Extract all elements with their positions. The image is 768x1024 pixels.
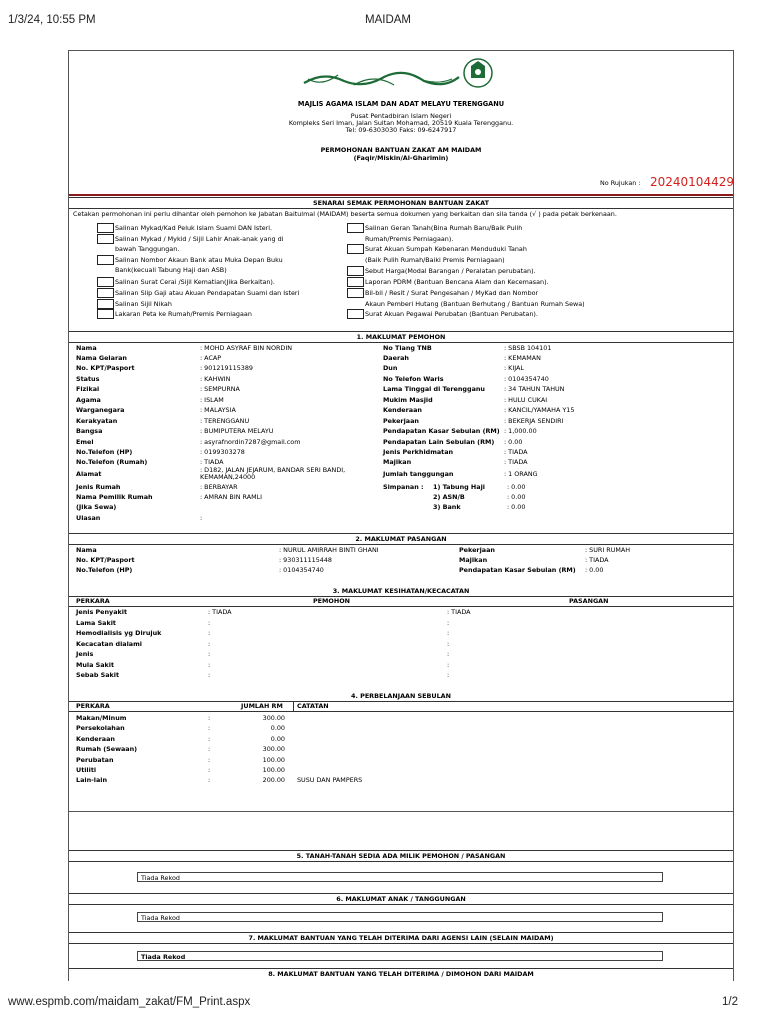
- savings-label: Simpanan :: [383, 483, 424, 491]
- form-title: PERMOHONAN BANTUAN ZAKAT AM MAIDAM: [320, 146, 482, 154]
- field-value: : HULU CUKAI: [504, 396, 548, 404]
- field-label: Status: [76, 375, 100, 383]
- section-4-title: 4. PERBELANJAAN SEBULAN: [351, 692, 451, 700]
- field-value: : KANCIL/YAMAHA Y15: [504, 406, 575, 414]
- field-label: Nama Gelaran: [76, 354, 127, 362]
- checklist-item: Salinan Nombor Akaun Bank atau Muka Depan Buku: [115, 256, 283, 264]
- expense-amount: 0.00: [270, 724, 285, 732]
- field-value: : TERENGGANU: [200, 417, 250, 425]
- checklist-item: bawah Tanggungan.: [115, 245, 180, 253]
- expense-colon: :: [208, 766, 211, 774]
- checklist-item: Salinan Surat Cerai /Sijil Kematian(Jika Berkaitan).: [115, 278, 275, 286]
- section-7-empty: Tiada Rekod: [137, 951, 663, 961]
- field-label: Jenis Rumah: [76, 483, 121, 491]
- field-label: Ulasan: [76, 514, 101, 522]
- checkbox-divorce-cert[interactable]: [97, 277, 114, 287]
- expense-colon: :: [208, 714, 211, 722]
- section-8-title: 8. MAKLUMAT BANTUAN YANG TELAH DITERIMA / DIMOHON DARI MAIDAM: [69, 968, 733, 979]
- section-5-empty: Tiada Rekod: [137, 872, 663, 882]
- field-value: : 0104354740: [279, 566, 324, 574]
- column-header: PASANGAN: [569, 597, 609, 605]
- field-value: : SURI RUMAH: [585, 546, 631, 554]
- field-label: Nama Pemilik Rumah: [76, 493, 153, 501]
- field-label: Mukim Masjid: [383, 396, 433, 404]
- field-label: Pekerjaan: [383, 417, 419, 425]
- expense-label: Rumah (Sewaan): [76, 745, 138, 753]
- application-form: [68, 50, 734, 981]
- checkbox-bank-account[interactable]: [97, 255, 114, 265]
- section-3-title: 3. MAKLUMAT KESIHATAN/KECACATAN: [332, 587, 470, 595]
- expense-label: Lain-lain: [76, 776, 108, 784]
- field-value: : 1,000.00: [504, 427, 537, 435]
- checkbox-salary-slip[interactable]: [97, 288, 114, 298]
- field-label: No Tiang TNB: [383, 344, 432, 352]
- expense-amount: 300.00: [262, 714, 285, 722]
- checklist-item: Salinan Slip Gaji atau Akuan Pendapatan Suami dan Isteri: [115, 289, 300, 297]
- field-label: Pekerjaan: [459, 546, 495, 554]
- savings-item: 1) Tabung Haji: [433, 483, 485, 491]
- section-6-empty: Tiada Rekod: [137, 912, 663, 922]
- print-datetime: 1/3/24, 10:55 PM: [8, 14, 96, 26]
- field-label: Alamat: [76, 470, 102, 478]
- health-spouse: :: [447, 661, 450, 669]
- field-value: : 1 ORANG: [504, 470, 538, 478]
- checkbox-pdrm-report[interactable]: [347, 277, 364, 287]
- field-value: : 930311115448: [279, 556, 332, 564]
- expense-colon: :: [208, 724, 211, 732]
- checkbox-house-map[interactable]: [97, 309, 114, 319]
- field-value: : TIADA: [504, 448, 528, 456]
- expense-label: Persekolahan: [76, 724, 125, 732]
- health-spouse: :: [447, 640, 450, 648]
- org-contact: Tel: 09-6303030 Faks: 09-6247917: [345, 126, 457, 134]
- health-spouse: :: [447, 671, 450, 679]
- savings-item: 2) ASN/B: [433, 493, 465, 501]
- expense-colon: :: [208, 756, 211, 764]
- print-page-number: 1/2: [722, 996, 738, 1008]
- expense-label: Utiliti: [76, 766, 97, 774]
- health-label: Kecacatan dialami: [76, 640, 142, 648]
- health-spouse: :: [447, 619, 450, 627]
- field-value: : BERBAYAR: [200, 483, 238, 491]
- column-header: JUMLAH RM: [241, 702, 283, 710]
- checklist-item: Bank(kecuali Tabung Haji dan ASB): [115, 266, 227, 274]
- field-label: Majikan: [383, 458, 412, 466]
- health-applicant: :: [208, 640, 211, 648]
- section-4-header-row: [69, 701, 733, 712]
- field-value: : SEMPURNA: [200, 385, 240, 393]
- field-label: Pendapatan Lain Sebulan (RM): [383, 438, 495, 446]
- checklist-item: Laporan PDRM (Bantuan Bencana Alam dan Kecemasan).: [365, 278, 549, 286]
- health-applicant: : TIADA: [208, 608, 232, 616]
- field-label: Nama: [76, 344, 97, 352]
- expense-amount: 300.00: [262, 745, 285, 753]
- field-value: : SBSB 104101: [504, 344, 552, 352]
- health-applicant: :: [208, 619, 211, 627]
- expense-colon: :: [208, 776, 211, 784]
- field-value: : TIADA: [200, 458, 224, 466]
- field-label: Agama: [76, 396, 101, 404]
- checkbox-bills[interactable]: [347, 288, 364, 298]
- checkbox-medical-officer[interactable]: [347, 309, 364, 319]
- org-address-1: Pusat Pentadbiran Islam Negeri: [350, 112, 452, 120]
- checklist-item: Salinan Mykad/Kad Peluk Islam Suami DAN Isteri.: [115, 224, 273, 232]
- checklist-item: Akaun Pemberi Hutang (Bantuan Berhutang / Bantuan Rumah Sewa): [365, 300, 585, 308]
- field-value: : BUMIPUTERA MELAYU: [200, 427, 274, 435]
- form-subtitle: (Faqir/Miskin/Al-Gharimin): [353, 154, 449, 162]
- expense-colon: :: [208, 745, 211, 753]
- field-value: : NURUL AMIRRAH BINTI GHANI: [279, 546, 379, 554]
- field-value: : 0.00: [585, 566, 604, 574]
- field-label: (Jika Sewa): [76, 503, 117, 511]
- checklist-title: SENARAI SEMAK PERMOHONAN BANTUAN ZAKAT: [69, 197, 733, 209]
- field-value: : 0.00: [504, 438, 523, 446]
- column-header: PERKARA: [76, 702, 110, 710]
- address-line-1: : D182, JALAN JEJARUM, BANDAR SERI BANDI,: [200, 466, 346, 474]
- field-label: Bangsa: [76, 427, 103, 435]
- field-value: : KEMAMAN: [504, 354, 541, 362]
- field-value: : 0104354740: [504, 375, 549, 383]
- section-6-title: 6. MAKLUMAT ANAK / TANGGUNGAN: [69, 893, 733, 905]
- field-label: Pendapatan Kasar Sebulan (RM): [459, 566, 576, 574]
- field-value: : ACAP: [200, 354, 222, 362]
- checklist-item: Rumah/Premis Perniagaan).: [365, 235, 454, 243]
- reference-label: No Rujukan :: [600, 179, 641, 187]
- checklist-intro: Cetakan permohonan ini perlu dihantar oleh pemohon ke Jabatan Baitulmal (MAIDAM) beserta semua dokumen yang berkaitan dan sila tanda (√ ) pada petak berkenaan.: [73, 210, 617, 218]
- reference-number: 20240104429: [650, 175, 734, 189]
- field-value: : MOHD ASYRAF BIN NORDIN: [200, 344, 292, 352]
- print-url: www.espmb.com/maidam_zakat/FM_Print.aspx: [8, 996, 251, 1008]
- field-value: : asyrafnordin7287@gmail.com: [200, 438, 301, 446]
- health-spouse: :: [447, 629, 450, 637]
- expense-colon: :: [208, 735, 211, 743]
- field-value: : KIJAL: [504, 364, 524, 372]
- field-label: No.Telefon (HP): [76, 566, 133, 574]
- health-label: Mula Sakit: [76, 661, 115, 669]
- divider: [69, 811, 733, 812]
- org-name: MAJLIS AGAMA ISLAM DAN ADAT MELAYU TERENGGANU: [297, 100, 505, 108]
- section-7-title: 7. MAKLUMAT BANTUAN YANG TELAH DITERIMA DARI AGENSI LAIN (SELAIN MAIDAM): [69, 932, 733, 944]
- health-label: Hemodialisis yg Dirujuk: [76, 629, 162, 637]
- field-value: : TIADA: [504, 458, 528, 466]
- health-spouse: :: [447, 650, 450, 658]
- checklist-item: Salinan Sijil Nikah: [115, 300, 172, 308]
- field-value: : MALAYSIA: [200, 406, 236, 414]
- address-line-2: KEMAMAN,24000: [200, 473, 256, 481]
- field-label: Dun: [383, 364, 398, 372]
- checkbox-land-grant[interactable]: [347, 223, 364, 233]
- field-label: Majikan: [459, 556, 488, 564]
- field-value: : 0199303278: [200, 448, 245, 456]
- field-label: Daerah: [383, 354, 409, 362]
- checklist-item: (Baik Pulih Rumah/Baiki Premis Perniagaan): [365, 256, 505, 264]
- column-header: PEMOHON: [313, 597, 350, 605]
- health-applicant: :: [208, 629, 211, 637]
- field-value: : 901219115389: [200, 364, 253, 372]
- checklist-item: Salinan Mykad / Mykid / Sijil Lahir Anak-anak yang di: [115, 235, 284, 243]
- expense-label: Kenderaan: [76, 735, 115, 743]
- print-page-title: MAIDAM: [365, 14, 411, 26]
- savings-value: : 0.00: [507, 503, 526, 511]
- expense-label: Makan/Minum: [76, 714, 127, 722]
- section-3-header-row: [69, 596, 733, 607]
- section-1-title: 1. MAKLUMAT PEMOHON: [69, 331, 733, 343]
- expense-amount: 0.00: [270, 735, 285, 743]
- field-label: Warganegara: [76, 406, 125, 414]
- field-label: Jenis Perkhidmatan: [383, 448, 454, 456]
- expense-amount: 200.00: [262, 776, 285, 784]
- field-label: Kenderaan: [383, 406, 422, 414]
- health-label: Lama Sakit: [76, 619, 116, 627]
- field-value: : BEKERJA SENDIRI: [504, 417, 564, 425]
- expense-note: SUSU DAN PAMPERS: [297, 776, 363, 784]
- checkbox-marriage-cert[interactable]: [97, 299, 114, 309]
- checkbox-land-affidavit[interactable]: [347, 244, 364, 254]
- checklist-item: Salinan Geran Tanah(Bina Rumah Baru/Baik Pulih: [365, 224, 523, 232]
- maidam-logo: [294, 57, 509, 95]
- health-label: Sebab Sakit: [76, 671, 120, 679]
- checklist-item: Surat Akuan Sumpah Kebenaran Menduduki Tanah: [365, 245, 527, 253]
- field-label: Emel: [76, 438, 94, 446]
- health-applicant: :: [208, 671, 211, 679]
- savings-value: : 0.00: [507, 483, 526, 491]
- savings-value: : 0.00: [507, 493, 526, 501]
- field-label: No. KPT/Pasport: [76, 364, 135, 372]
- section-5-title: 5. TANAH-TANAH SEDIA ADA MILIK PEMOHON / PASANGAN: [69, 850, 733, 862]
- section-2-title: 2. MAKLUMAT PASANGAN: [69, 533, 733, 545]
- field-label: No.Telefon (Rumah): [76, 458, 148, 466]
- checklist-item: Sebut Harga(Modal Barangan / Peralatan perubatan).: [365, 267, 536, 275]
- health-applicant: :: [208, 650, 211, 658]
- checkbox-quotation[interactable]: [347, 266, 364, 276]
- field-label: No.Telefon (HP): [76, 448, 133, 456]
- checkbox-mykid[interactable]: [97, 234, 114, 244]
- field-label: Pendapatan Kasar Sebulan (RM): [383, 427, 500, 435]
- field-label: Kerakyatan: [76, 417, 118, 425]
- field-value: : AMRAN BIN RAMLI: [200, 493, 263, 501]
- column-header: CATATAN: [297, 702, 329, 710]
- field-value: :: [200, 514, 203, 522]
- checklist-item: Lakaran Peta ke Rumah/Premis Perniagaan: [115, 310, 252, 318]
- field-label: Fizikal: [76, 385, 100, 393]
- field-value: : TIADA: [585, 556, 609, 564]
- org-address-2: Kompleks Seri Iman, Jalan Sultan Mohamad, 20519 Kuala Terengganu.: [288, 119, 514, 127]
- field-label: No. KPT/Pasport: [76, 556, 135, 564]
- field-label: Jumlah tanggungan: [383, 470, 454, 478]
- column-header: PERKARA: [76, 597, 110, 605]
- field-value: : ISLAM: [200, 396, 224, 404]
- expense-label: Perubatan: [76, 756, 114, 764]
- health-label: Jenis: [76, 650, 94, 658]
- divider: [69, 194, 733, 196]
- health-spouse: : TIADA: [447, 608, 471, 616]
- field-label: Nama: [76, 546, 97, 554]
- field-label: Lama Tinggal di Terengganu: [383, 385, 485, 393]
- column-divider: [293, 701, 294, 711]
- health-label: Jenis Penyakit: [76, 608, 128, 616]
- health-applicant: :: [208, 661, 211, 669]
- expense-amount: 100.00: [262, 766, 285, 774]
- savings-item: 3) Bank: [433, 503, 461, 511]
- checkbox-mykad[interactable]: [97, 223, 114, 233]
- field-value: : 34 TAHUN TAHUN: [504, 385, 565, 393]
- checklist-item: Surat Akuan Pegawai Perubatan (Bantuan Perubatan).: [365, 310, 538, 318]
- checklist-item: Bil-bil / Resit / Surat Pengesahan / MyKad dan Nombor: [365, 289, 539, 297]
- field-value: : KAHWIN: [200, 375, 231, 383]
- field-label: No Telefon Waris: [383, 375, 444, 383]
- expense-amount: 100.00: [262, 756, 285, 764]
